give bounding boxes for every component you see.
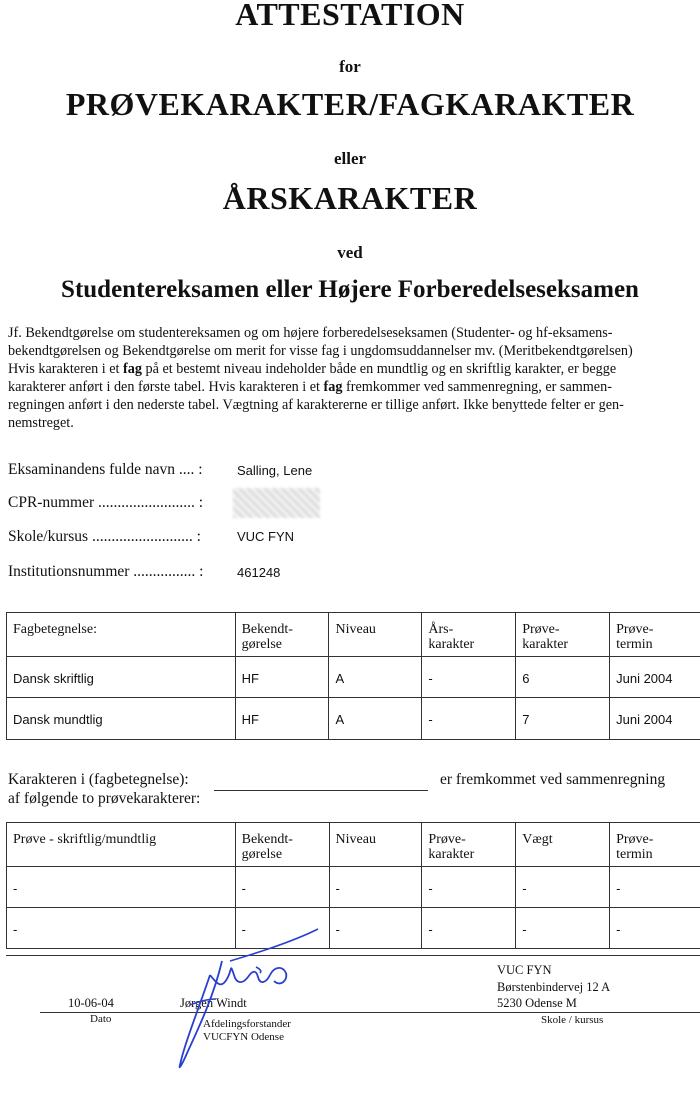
header-bekendtgorelse: Bekendt- gørelse	[235, 823, 329, 867]
header-vaegt: Vægt	[516, 823, 610, 867]
cell: -	[422, 867, 516, 908]
school-value: VUC FYN	[237, 529, 295, 544]
cell: -	[516, 867, 610, 908]
cell: -	[235, 908, 329, 949]
school-street: Børstenbindervej 12 A	[497, 980, 611, 994]
intro-paragraph	[8, 324, 698, 432]
footer-rule	[6, 955, 700, 956]
signer-org: VUCFYN Odense	[203, 1031, 284, 1043]
school-line	[300, 1012, 700, 1013]
header-prove: Prøve - skriftlig/mundtlig	[7, 823, 236, 867]
intro-line: nemstreget.	[8, 415, 74, 431]
cell-subject: Dansk mundtlig	[7, 698, 236, 740]
cell: -	[422, 908, 516, 949]
header-bekendtgorelse: Bekendt- gørelse	[235, 613, 329, 657]
cell: -	[7, 867, 236, 908]
intro-line: bekendtgørelsen og Bekendtgørelse om merit for visse fag i ungdomsuddannelser mv. (Meritbekendtgørelsen)	[8, 343, 633, 359]
ved-text: ved	[337, 243, 363, 262]
intro-line: regningen anført i den nederste tabel. Vægtning af karaktererne er tillige anført. Ikke benyttede felter er gen-	[8, 397, 624, 413]
table-header-row	[7, 823, 700, 867]
calc-line2: af følgende to prøvekarakterer:	[8, 790, 201, 807]
subtitle-arskarakter: ÅRSKARAKTER	[222, 180, 478, 216]
cell-provetermin: Juni 2004	[610, 698, 700, 740]
table-header-row	[7, 613, 700, 657]
cell: -	[235, 867, 329, 908]
cpr-redacted-value	[233, 488, 320, 518]
cell: -	[610, 908, 700, 949]
cell-provetermin: Juni 2004	[610, 657, 700, 698]
exam-title: Studentereksamen eller Højere Forberedelseseksamen	[61, 276, 639, 303]
cell-provekarakter: 7	[516, 698, 610, 740]
cell-niveau: A	[329, 698, 422, 740]
intro-line: Hvis karakteren i et fag på et bestemt niveau indeholder både en mundtlig og en skriftlig karakter, er begge	[8, 361, 617, 377]
calc-text: er fremkommet ved sammenregning	[440, 771, 666, 788]
school-label-footer: Skole / kursus	[541, 1014, 604, 1026]
cell: -	[7, 908, 236, 949]
cell-niveau: A	[329, 657, 422, 698]
handwritten-signature	[170, 925, 325, 1075]
cell-provekarakter: 6	[516, 657, 610, 698]
table-row	[7, 867, 700, 908]
header-provekarakter: Prøve- karakter	[516, 613, 610, 657]
date-label: Dato	[90, 1013, 112, 1025]
institution-value: 461248	[237, 565, 281, 580]
header-niveau: Niveau	[329, 823, 422, 867]
school-name: VUC FYN	[497, 963, 552, 977]
cell-arskarakter: -	[422, 698, 516, 740]
title: ATTESTATION	[235, 0, 465, 32]
table-row	[7, 657, 700, 698]
cpr-label: CPR-nummer ......................... :	[8, 494, 204, 511]
for-text: for	[339, 57, 361, 76]
cell-bekendtgorelse: HF	[235, 698, 329, 740]
intro-line: karakterer anført i den første tabel. Hvis karakteren i et fag fremkommer ved sammenregning, er sammen-	[8, 379, 612, 395]
header-fagbetegnelse: Fagbetegnelse:	[7, 613, 236, 657]
date-value: 10-06-04	[68, 996, 114, 1010]
header-arskarakter: Års- karakter	[422, 613, 516, 657]
signer-title: Afdelingsforstander	[203, 1018, 291, 1030]
table-row	[7, 698, 700, 740]
calc-table	[6, 822, 700, 949]
school-label: Skole/kursus .......................... :	[8, 528, 201, 545]
cell-arskarakter: -	[422, 657, 516, 698]
header-niveau: Niveau	[329, 613, 422, 657]
eller-text: eller	[333, 149, 367, 168]
calc-fill-line	[214, 790, 428, 791]
cell-bekendtgorelse: HF	[235, 657, 329, 698]
school-city: 5230 Odense M	[497, 996, 577, 1010]
table-row	[7, 908, 700, 949]
header-provekarakter: Prøve- karakter	[422, 823, 516, 867]
calc-label: Karakteren i (fagbetegnelse):	[8, 771, 189, 788]
subtitle-provekarakter: PRØVEKARAKTER/FAGKARAKTER	[65, 86, 635, 122]
institution-label: Institutionsnummer ................ :	[8, 563, 204, 580]
header-provetermin: Prøve- termin	[610, 613, 700, 657]
date-line	[40, 1012, 180, 1013]
cell-subject: Dansk skriftlig	[7, 657, 236, 698]
grades-table	[6, 612, 700, 740]
name-label: Eksaminandens fulde navn .... :	[8, 461, 203, 478]
name-value: Salling, Lene	[237, 463, 313, 478]
header-provetermin: Prøve- termin	[610, 823, 700, 867]
signer-name: Jørgen Windt	[180, 996, 247, 1010]
cell: -	[516, 908, 610, 949]
cell: -	[329, 867, 422, 908]
cell: -	[610, 867, 700, 908]
intro-line: Jf. Bekendtgørelse om studentereksamen og om højere forberedelseseksamen (Studenter- og hf-eksamens-	[8, 325, 613, 341]
cell: -	[329, 908, 422, 949]
